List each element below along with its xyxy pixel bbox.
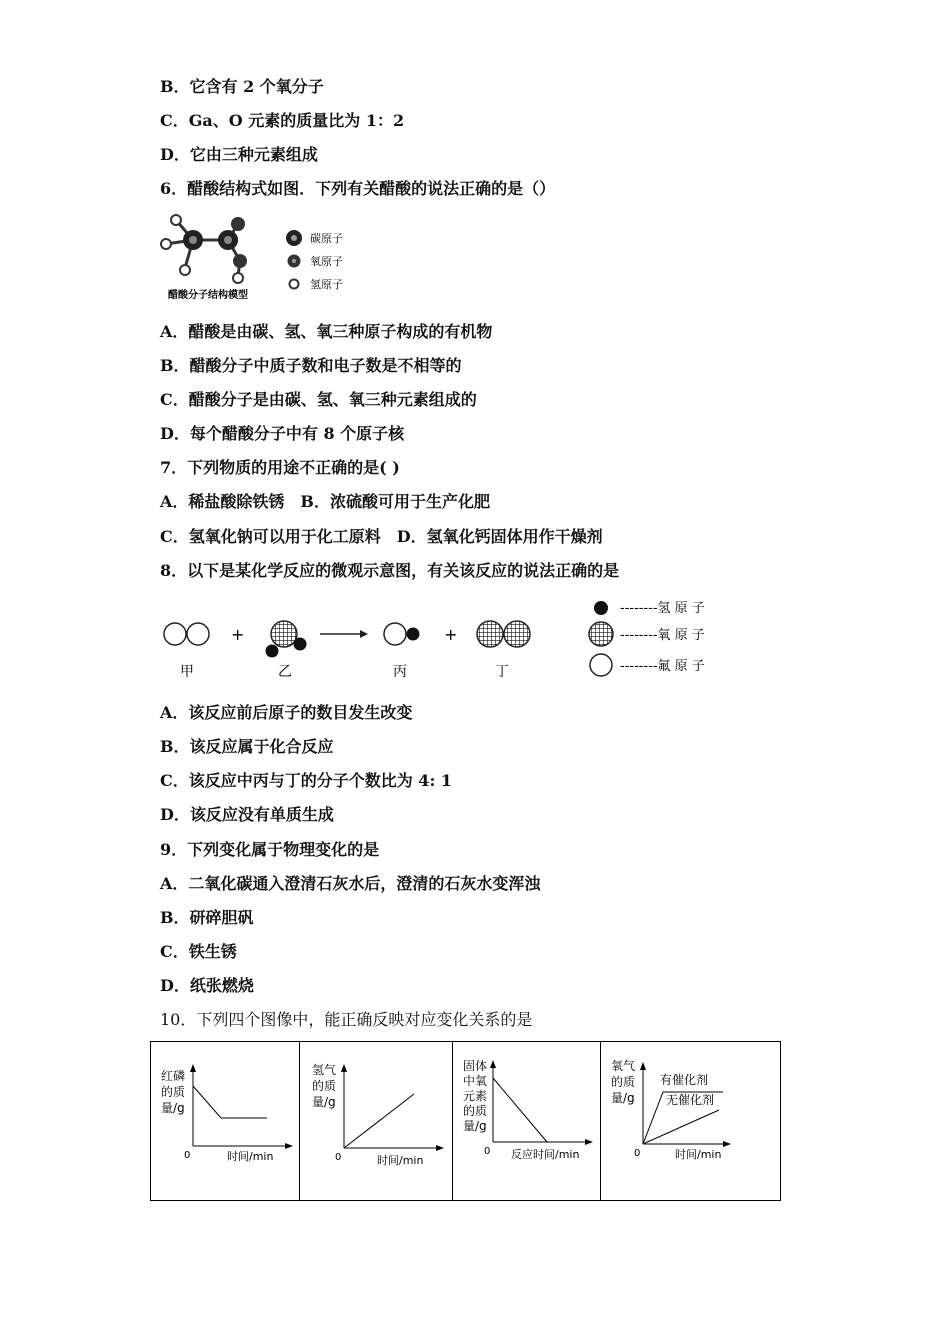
label-yi: 乙 xyxy=(278,664,292,680)
graph-d-xlabel: 时间/min xyxy=(675,1148,722,1161)
series-with-catalyst: 有催化剂 xyxy=(660,1073,709,1087)
graph-d-origin: 0 xyxy=(634,1148,641,1159)
graph-d xyxy=(601,1042,780,1200)
q9-option-d: D．纸张燃烧 xyxy=(160,976,254,995)
q7-options-ab: A．稀盐酸除铁锈 B．浓硫酸可用于生产化肥 xyxy=(160,492,490,511)
legend-hydrogen: --------氢 原 子 xyxy=(620,601,705,616)
svg-text:量/g: 量/g xyxy=(312,1095,336,1109)
svg-text:的质: 的质 xyxy=(463,1104,488,1118)
svg-text:量/g: 量/g xyxy=(463,1119,487,1133)
q9-option-b: B．研碎胆矾 xyxy=(160,908,254,927)
hydrogen-atom xyxy=(161,239,171,249)
label-jia: 甲 xyxy=(180,664,194,680)
legend-oxygen: --------氧 原 子 xyxy=(620,628,705,643)
figure-caption: 醋酸分子结构模型 xyxy=(168,290,248,301)
q8-stem: 8．以下是某化学反应的微观示意图，有关该反应的说法正确的是 xyxy=(160,561,620,580)
oxygen-atom-1 xyxy=(231,217,245,231)
series-without-catalyst: 无催化剂 xyxy=(666,1093,715,1107)
svg-text:的质: 的质 xyxy=(611,1075,636,1089)
graph-a xyxy=(151,1042,299,1200)
graph-a-xlabel: 时间/min xyxy=(227,1150,274,1163)
label-ding: 丁 xyxy=(495,664,509,680)
acetic-acid-model-figure xyxy=(158,206,368,306)
legend-fluorine: --------氟 原 子 xyxy=(620,659,705,674)
q9-stem: 9．下列变化属于物理变化的是 xyxy=(160,840,380,859)
svg-text:元素: 元素 xyxy=(463,1089,488,1103)
svg-text:的质: 的质 xyxy=(161,1085,186,1099)
q5-option-d: D．它由三种元素组成 xyxy=(160,145,318,164)
q6-option-b: B．醋酸分子中质子数和电子数是不相等的 xyxy=(160,356,462,375)
q5-option-b: B．它含有 2 个氧分子 xyxy=(160,77,324,96)
graph-a-ylabel: 红磷 xyxy=(161,1069,186,1083)
graph-b-origin: 0 xyxy=(335,1152,342,1163)
graph-b xyxy=(300,1042,452,1200)
graph-d-ylabel: 氧气 xyxy=(611,1059,636,1073)
hydrogen-atom xyxy=(171,215,181,225)
graph-c xyxy=(453,1042,600,1200)
plus-sign: + xyxy=(444,625,458,644)
q9-option-c: C．铁生锈 xyxy=(160,942,237,961)
legend-oxygen: 氧原子 xyxy=(310,255,343,268)
svg-text:的质: 的质 xyxy=(312,1079,337,1093)
hydrogen-atom xyxy=(180,265,190,275)
graph-c-origin: 0 xyxy=(484,1146,491,1157)
q7-stem: 7．下列物质的用途不正确的是( ) xyxy=(160,458,400,477)
svg-text:中氧: 中氧 xyxy=(463,1074,488,1088)
q6-option-a: A．醋酸是由碳、氢、氧三种原子构成的有机物 xyxy=(160,322,493,341)
graph-b-xlabel: 时间/min xyxy=(377,1154,424,1167)
hydrogen-atom xyxy=(233,273,243,283)
q8-option-b: B．该反应属于化合反应 xyxy=(160,737,334,756)
label-bing: 丙 xyxy=(393,664,407,680)
graph-c-xlabel: 反应时间/min xyxy=(511,1148,580,1161)
q6-option-c: C．醋酸分子是由碳、氢、氧三种元素组成的 xyxy=(160,390,477,409)
q9-option-a: A．二氧化碳通入澄清石灰水后，澄清的石灰水变浑浊 xyxy=(160,874,541,893)
q10-stem: 10．下列四个图像中，能正确反映对应变化关系的是 xyxy=(160,1010,533,1029)
q8-option-a: A．该反应前后原子的数目发生改变 xyxy=(160,703,413,722)
reaction-diagram xyxy=(155,592,745,688)
q7-options-cd: C．氢氧化钠可以用于化工原料 D．氢氧化钙固体用作干燥剂 xyxy=(160,527,603,546)
q6-stem: 6．醋酸结构式如图．下列有关醋酸的说法正确的是（） xyxy=(160,179,556,198)
graph-c-curve xyxy=(493,1078,547,1142)
legend-carbon: 碳原子 xyxy=(310,232,343,245)
q6-option-d: D．每个醋酸分子中有 8 个原子核 xyxy=(160,424,405,443)
graph-b-ylabel: 氢气 xyxy=(312,1063,337,1077)
q8-option-c: C．该反应中丙与丁的分子个数比为 4: 1 xyxy=(160,771,453,790)
legend-hydrogen: 氢原子 xyxy=(310,278,343,291)
svg-text:量/g: 量/g xyxy=(611,1091,635,1105)
oxygen-atom-2 xyxy=(233,254,247,268)
plus-sign: + xyxy=(231,625,245,644)
graph-c-ylabel: 固体 xyxy=(463,1059,488,1073)
graph-a-origin: 0 xyxy=(184,1150,191,1161)
graph-b-curve xyxy=(344,1094,414,1148)
svg-text:量/g: 量/g xyxy=(161,1101,185,1115)
graph-a-curve xyxy=(193,1086,267,1118)
q5-option-c: C．Ga、O 元素的质量比为 1：2 xyxy=(160,111,405,130)
q8-option-d: D．该反应没有单质生成 xyxy=(160,805,334,824)
